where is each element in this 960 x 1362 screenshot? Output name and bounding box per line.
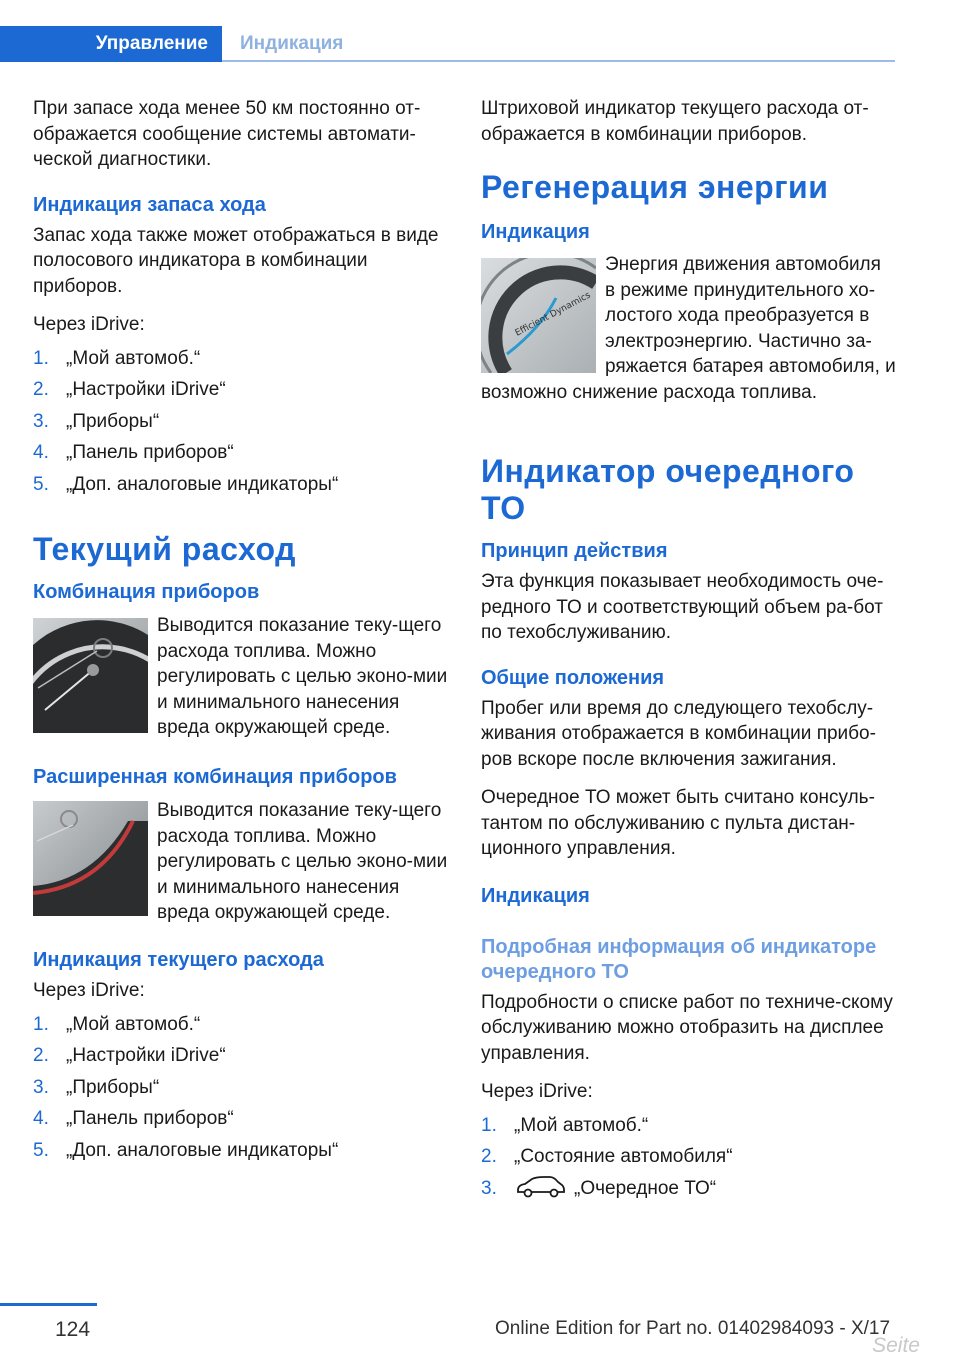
extended-figure-row <box>33 798 448 938</box>
principle-text: Эта функция показывает необходимость оче-редного ТО и соответствующий объем ра-бот по техобслуживанию. <box>481 571 884 643</box>
page-number: 124 <box>55 1318 91 1341</box>
service-indicator-heading: Индикатор очередного ТО <box>481 453 855 526</box>
list-item: 1. „Мой автомоб.“ <box>33 1013 201 1035</box>
range-text: Запас хода также может отображаться в виде полосового индикатора в комбинации приборов. <box>33 224 439 297</box>
list-item: 3. „Очередное ТО“ <box>481 1177 717 1199</box>
via-idrive-3: Через iDrive: <box>481 1081 593 1102</box>
intro-text: При запасе хода менее 50 км постоянно от-ображается сообщение системы автомати-ческой диагностики. <box>33 98 421 170</box>
extended-gauge-image <box>33 801 148 916</box>
idrive-list-1 <box>33 346 448 504</box>
details-heading: Подробная информация об индикаторе очередного ТО <box>481 935 877 983</box>
regeneration-heading: Регенерация энергии <box>481 169 829 205</box>
list-item: 5. „Доп. аналоговые индикаторы“ <box>33 1139 339 1161</box>
extended-cluster-heading: Расширенная комбинация приборов <box>33 766 397 788</box>
bar-indicator-text: Штриховой индикатор текущего расхода от-ображается в комбинации приборов. <box>481 98 869 145</box>
idrive-list-2 <box>33 1012 448 1170</box>
tab-control[interactable]: Управление <box>0 26 222 62</box>
idrive-list-3 <box>481 1113 896 1208</box>
list-item: 3. „Приборы“ <box>33 410 160 432</box>
watermark: Seite <box>872 1334 920 1357</box>
extended-text: Выводится показание теку-щего расхода топлива. Можно регулировать с целью эконо-мии и минимального нанесения вреда окружающей среде. <box>157 800 448 923</box>
header-tabbar <box>0 26 895 62</box>
right-column <box>481 96 896 1207</box>
cluster-figure-row <box>33 613 448 753</box>
principle-heading: Принцип действия <box>481 540 668 562</box>
edition-text: Online Edition for Part no. 01402984093 - X/17 <box>495 1318 891 1339</box>
tab-underline <box>222 60 895 62</box>
cluster-text: Выводится показание теку-щего расхода топлива. Можно регулировать с целью эконо-мии и минимального нанесения вреда окружающей среде. <box>157 615 448 738</box>
general-text-1: Пробег или время до следующего техобслу-живания отображается в комбинации прибо-ров вскоре после включения зажигания. <box>481 697 876 770</box>
left-column <box>33 96 448 1169</box>
list-item: 2. „Настройки iDrive“ <box>33 1045 226 1066</box>
list-item: 1. „Мой автомоб.“ <box>33 347 201 369</box>
cluster-heading: Комбинация приборов <box>33 581 260 603</box>
list-item: 1. „Мой автомоб.“ <box>481 1114 649 1136</box>
general-heading: Общие положения <box>481 666 665 689</box>
list-item: 2. „Настройки iDrive“ <box>33 379 226 400</box>
regeneration-gauge-image <box>481 258 596 373</box>
tab-display[interactable]: Индикация <box>240 33 344 54</box>
list-item: 3. „Приборы“ <box>33 1076 160 1098</box>
car-service-icon <box>514 1176 566 1198</box>
regeneration-display-heading: Индикация <box>481 221 590 243</box>
regeneration-text: Энергия движения автомобиля в режиме принудительного хо-лостого хода преобразуется в электроэнергию. Частично за-ряжается батарея автомобиля, и возможно снижение расхода топлива. <box>481 254 896 403</box>
footer-rule <box>0 1303 97 1306</box>
via-idrive-1: Через iDrive: <box>33 314 145 335</box>
range-heading: Индикация запаса хода <box>33 193 266 216</box>
general-text-2: Очередное ТО может быть считано консуль-тантом по обслуживанию с пульта дистан-ционного управления. <box>481 787 875 859</box>
list-item: 2. „Состояние автомобиля“ <box>481 1146 733 1167</box>
efficient-dynamics-label: Efficient Dynamics <box>513 290 593 339</box>
via-idrive-2: Через iDrive: <box>33 980 145 1001</box>
service-display-heading: Индикация <box>481 884 590 907</box>
cluster-gauge-image <box>33 618 148 733</box>
current-display-heading: Индикация текущего расхода <box>33 949 324 971</box>
details-text: Подробности о списке работ по техниче-скому обслуживанию можно отобразить на дисплее управления. <box>481 991 893 1064</box>
list-item: 4. „Панель приборов“ <box>33 442 234 463</box>
current-consumption-heading: Текущий расход <box>33 531 296 567</box>
list-item: 5. „Доп. аналоговые индикаторы“ <box>33 473 339 495</box>
regeneration-figure-row <box>481 252 896 405</box>
list-item: 4. „Панель приборов“ <box>33 1108 234 1129</box>
